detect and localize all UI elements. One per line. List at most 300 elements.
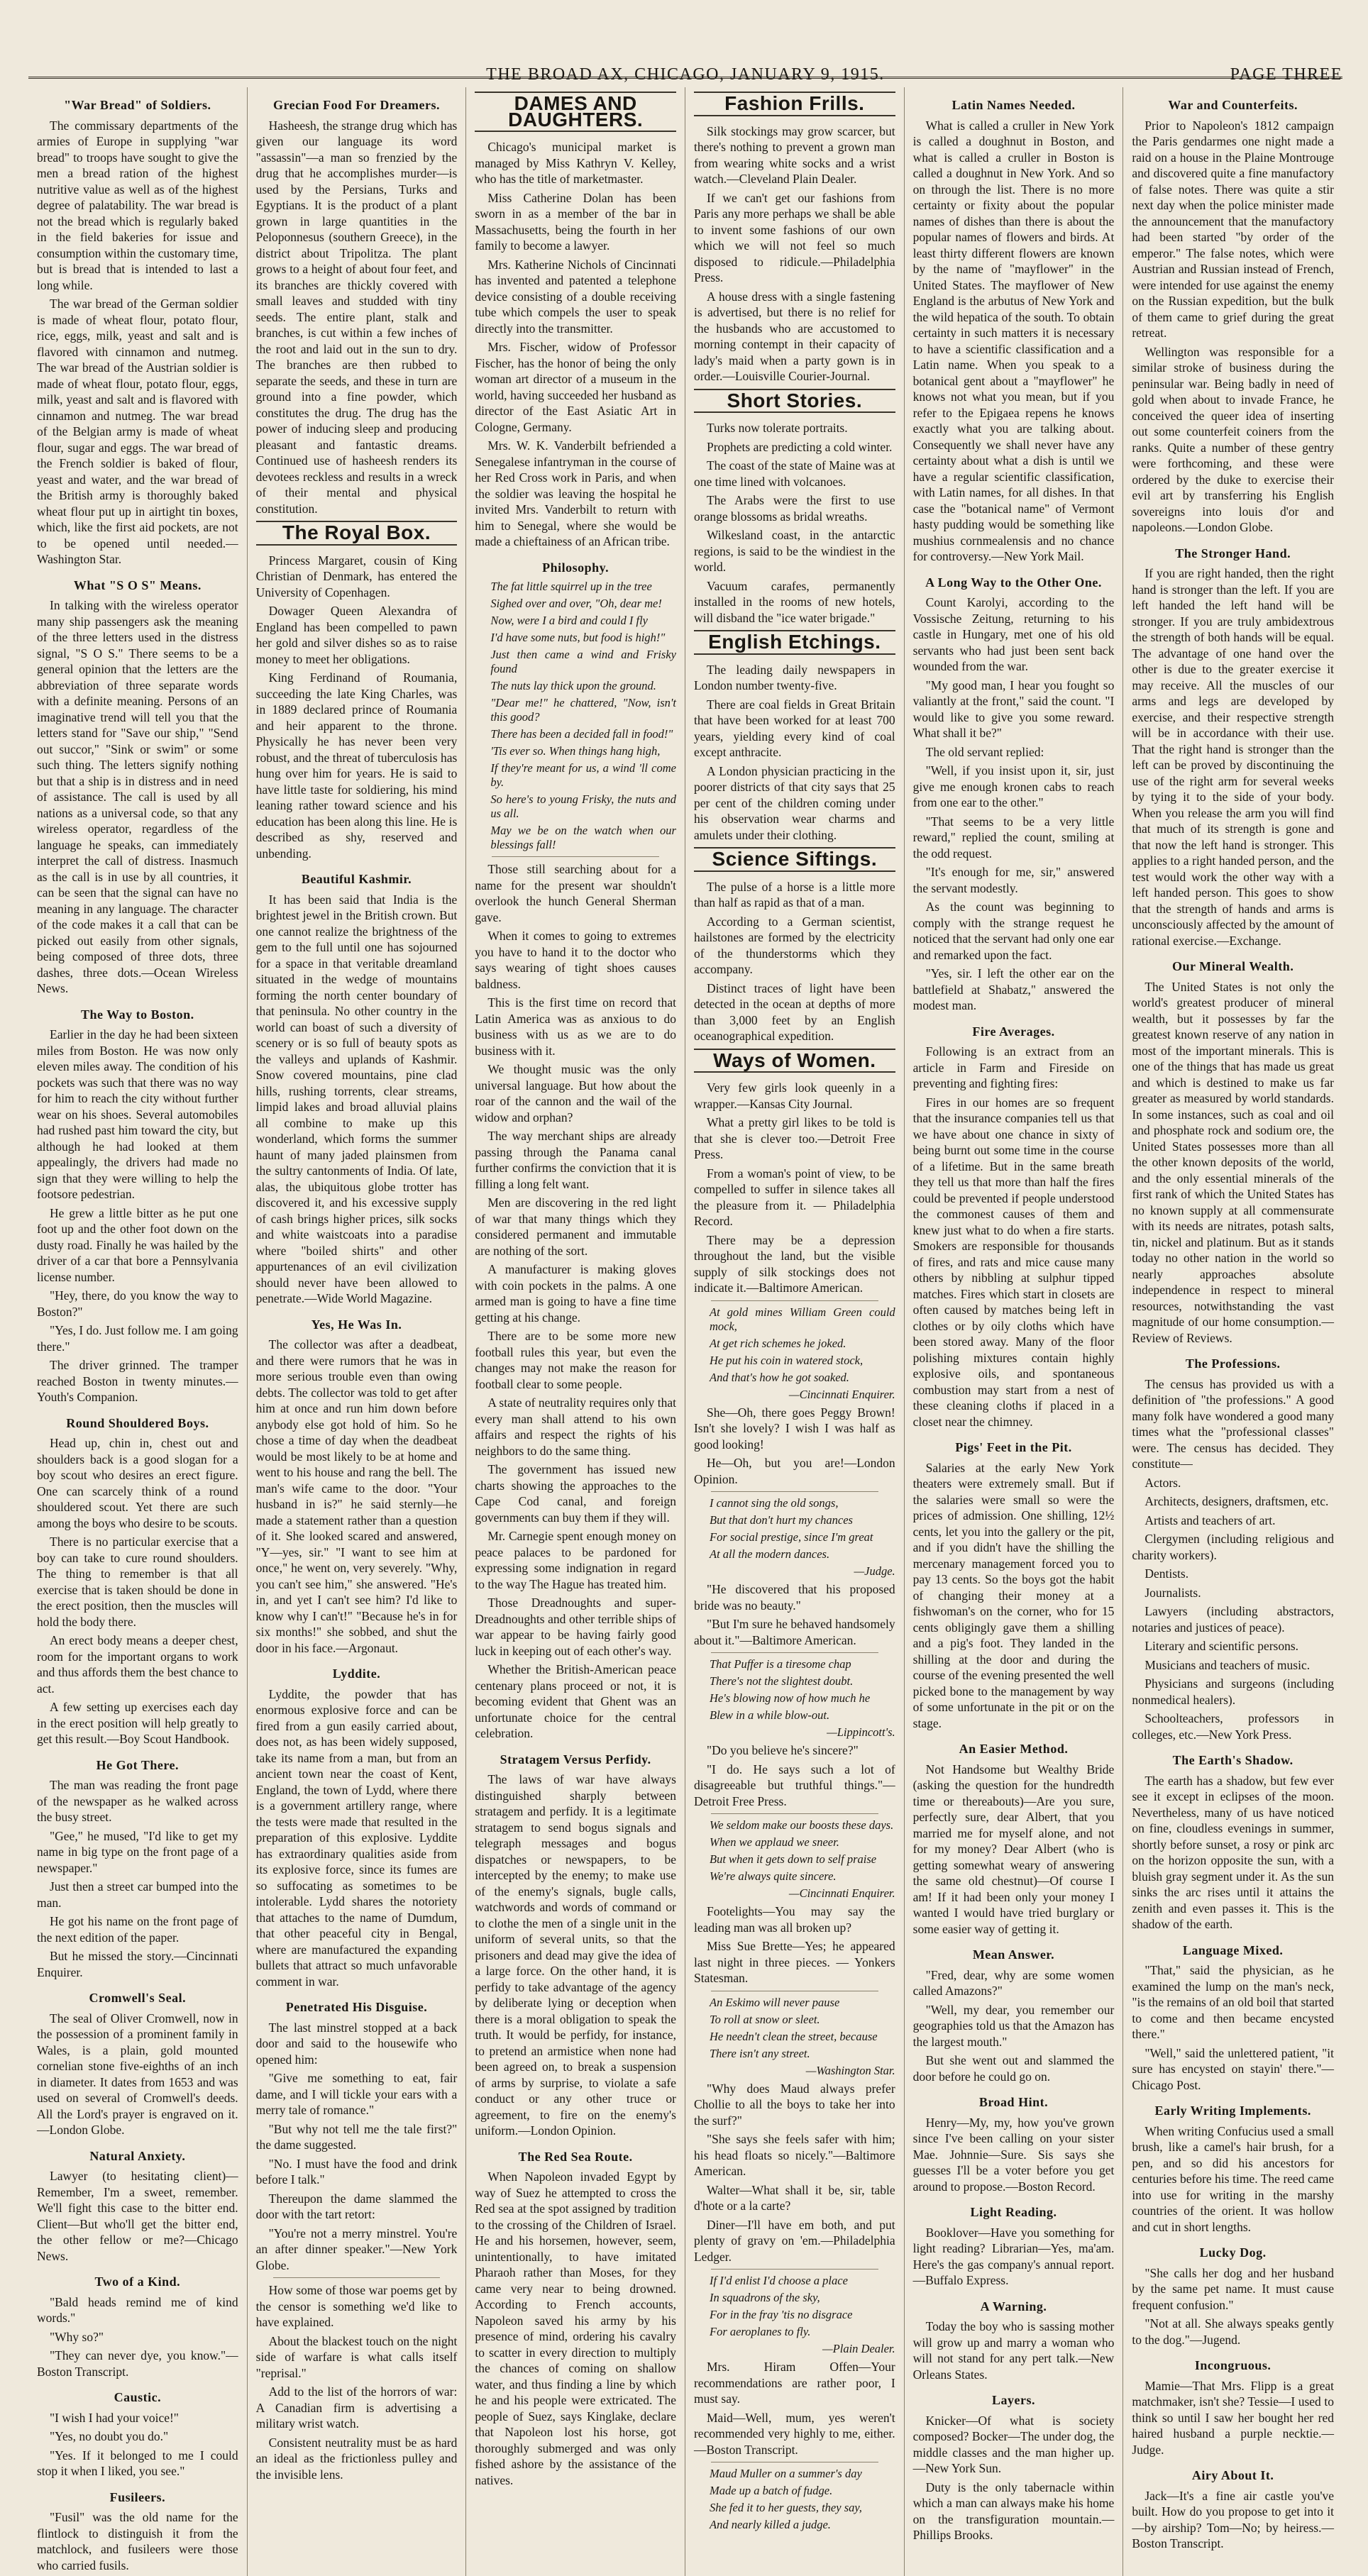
verse-line: At gold mines William Green could mock, [709,1305,895,1333]
article [694,2269,895,2458]
article [37,577,238,997]
article-paragraph: The leading daily newspapers in London number twenty-five. [693,662,895,692]
article [37,2489,238,2574]
article-title: Stratagem Versus Perfidy. [500,1752,651,1767]
verse-line: There has been a decided fall in food!" [490,727,673,741]
verse-line: That Puffer is a tiresome chap [709,1657,851,1671]
article-title: Philosophy. [542,560,609,575]
article-title: Our Mineral Wealth. [1171,959,1294,973]
article-paragraph: Booklover—Have you something for light reading? Librarian—Yes, ma'am. Here's the gas company's annual report.—Buffalo Express. [912,2225,1115,2287]
article-paragraph: What a pretty girl likes to be told is that she is clever too.—Detroit Free Press. [693,1115,895,1161]
verse-line: —Judge. [854,1564,895,1578]
verse-line: Sighed over and over, "Oh, dear me! [490,597,662,610]
article-paragraph: "I wish I had your voice!" [50,2410,179,2425]
article-paragraph: The United States is not only the world's greatest producer of mineral wealth, but it possesses by far the greatest known reserve of any nation in most of the important minerals. This is one of the things that has made us great and which is destined to make us far greater as measured by world standards. In some instances, such as coal and oil and phosphate rock and sodium ore, the United States possesses more than all the other known deposits of the world, and the only essential minerals of the first rank of which the United States has no known supply at all commensurate with its needs are nitrates, potash salts, tin, nickel and platinum. But as it stands today no other nation in the world so nearly approaches absolute independence in respect to mineral resources, notwithstanding the vast magnitude of our home consumption.—Review of Reviews. [1132,979,1334,1345]
article [694,92,895,385]
article-title: Short Stories. [694,389,895,414]
article-paragraph: Prophets are predicting a cold winter. [706,439,893,454]
article-paragraph: About the blackest touch on the night side of warfare is what calls itself "reprisal." [255,2333,458,2380]
article-paragraph: Miss Sue Brette—Yes; he appeared last night in three pieces. — Yonkers Statesman. [693,1939,895,1985]
article-paragraph: Mr. Carnegie spent enough money on peace palaces to be pardoned for expressing some indignation in regard to the way The Hague has treated him. [475,1529,676,1591]
article [1132,1752,1334,1933]
article [256,521,458,861]
verse-line: I cannot sing the old songs, [709,1496,839,1510]
verse-line: She fed it to her guests, they say, [709,2501,862,2514]
verse-line: And nearly killed a judge. [709,2518,831,2531]
article [37,1757,238,1981]
article-paragraph: "It's enough for me, sir," answered the servant modestly. [912,865,1115,895]
verse-line: May we be on the watch when our blessings fall! [490,824,676,851]
article-paragraph: "Give me something to eat, fair dame, and I will tickle your ears with a merry tale of romance." [255,2071,458,2117]
article [256,1666,458,1989]
article [1132,958,1334,1346]
page-header-title: THE BROAD AX, CHICAGO, JANUARY 9, 1915. [486,65,885,84]
verse-line: In squadrons of the sky, [709,2291,820,2304]
article-paragraph: "Yes. If it belonged to me I could stop it when I liked, you see." [37,2448,238,2478]
article-paragraph: The man was reading the front page of the newspaper as he walked across the busy street. [37,1778,238,1824]
article [694,630,895,843]
verse-line: If I'd enlist I'd choose a place [709,2274,848,2287]
article-title: Latin Names Needed. [951,98,1076,112]
column-3 [466,87,685,2576]
article-paragraph: Princess Margaret, cousin of King Christian of Denmark, has entered the University of Copenhagen. [255,553,458,599]
verse-line: An Eskimo will never pause [709,1995,840,2009]
article [913,97,1115,565]
verse-line: "Dear me!" he chattered, "Now, isn't this good? [490,696,676,724]
article-title: Mean Answer. [972,1947,1055,1962]
article-paragraph: A London physician practicing in the poorer districts of that city says that 25 per cent of the children coming under his observation wear charms and amulets under their clothing. [693,763,895,842]
article [1132,2103,1334,2235]
article-title: War and Counterfeits. [1168,98,1298,112]
verse-line: To roll at snow or sleet. [709,2012,820,2026]
verse-line: When we applaud we sneer. [709,1835,839,1849]
article [694,1300,895,1488]
article-paragraph: Prior to Napoleon's 1812 campaign the Paris gendarmes one night made a raid on a house in the Plaine Montrouge and discovered quite a fine manufactory of false notes. There was quite a stir next day when the police minister made the announcement that the manufactory had been started "by order of the emperor." The false notes, which were Austrian and Russian instead of French, were intended for use against the enemy on the Russian expedition, but the bulk of them came to grief during the great retreat. [1132,118,1334,340]
article [1132,1356,1334,1742]
article [913,575,1115,1014]
article [694,1652,895,1809]
article-paragraph: "Well, my dear, you remember our geographies told us that the Amazon has the largest mouth." [912,2002,1115,2049]
article-title: Two of a Kind. [94,2274,181,2289]
article-title: English Etchings. [694,630,895,655]
article-paragraph: When it comes to going to extremes you have to hand it to the doctor who says wearing of tight shoes causes baldness. [475,929,676,991]
verse-line: Maud Muller on a summer's day [709,2467,862,2480]
article-title: Grecian Food For Dreamers. [273,98,440,112]
verse-line: There isn't any street. [709,2046,810,2060]
article-paragraph: Mamie—That Mrs. Flipp is a great matchmaker, isn't she? Tessie—I used to think so until I saw her bought her red haired husband a purple necktie.—Judge. [1132,2378,1334,2457]
article-paragraph: "Yes, no doubt you do." [50,2429,169,2443]
article-paragraph: Actors. [1144,1475,1181,1490]
article-paragraph: Those still searching about for a name for the present war shouldn't overlook the hunch General Sherman gave. [475,862,676,924]
column-5 [905,87,1124,2576]
article-paragraph: From a woman's point of view, to be compelled to suffer in silence takes all the pleasure from it. — Philadelphia Record. [693,1166,895,1228]
verse-line: Just then came a wind and Frisky found [490,648,676,675]
article-paragraph: Knicker—Of what is society composed? Bocker—The under dog, the middle classes and the man higher up.—New York Sun. [912,2413,1115,2475]
verse-line: For in the fray 'tis no disgrace [709,2308,853,2321]
article [694,389,895,626]
article-paragraph: Literary and scientific persons. [1144,1639,1299,1653]
article-paragraph: Thereupon the dame slammed the door with the tart retort: [255,2191,458,2221]
article-paragraph: There are to be some more new football rules this year, but even the changes may not make the reason for football clear to some people. [475,1329,676,1391]
article [913,2392,1115,2543]
article-paragraph: When writing Confucius used a small brush, like a camel's hair brush, for a pen, and so did his ancestors for centuries before his time. The reed came into use for writing in the marshy countries of the orient. It was hollow and cut in short lengths. [1132,2123,1334,2234]
article [475,1752,676,2139]
article-paragraph: The Arabs were the first to use orange blossoms as bridal wreaths. [693,493,895,524]
article-paragraph: Walter—What shall it be, sir, table d'hote or a la carte? [693,2182,895,2213]
article-title: Beautiful Kashmir. [301,872,412,886]
article-paragraph: Artists and teachers of art. [1144,1513,1276,1527]
article-title: The Red Sea Route. [518,2149,633,2164]
article-paragraph: Schoolteachers, professors in colleges, etc.—New York Press. [1132,1711,1334,1742]
article-paragraph: "I do. He says such a lot of disagreeable but truthful things."—Detroit Free Press. [693,1762,895,1808]
page-number-label: PAGE THREE [1230,65,1342,84]
article-paragraph: Very few girls look queenly in a wrapper.—Kansas City Journal. [693,1080,895,1111]
article-paragraph: Journalists. [1144,1585,1201,1600]
article [256,1317,458,1657]
article [694,1491,895,1648]
article [37,1007,238,1405]
article-paragraph: Footelights—You may say the leading man was all broken up? [693,1904,895,1935]
article-paragraph: The way merchant ships are already passing through the Panama canal further confirms the conviction that it is filling a long felt want. [475,1129,676,1191]
article [913,1741,1115,1937]
article-paragraph: Turks now tolerate portraits. [706,421,848,435]
article-paragraph: The last minstrel stopped at a back door and said to the housewife who opened him: [255,2020,458,2067]
article-paragraph: Mrs. Fischer, widow of Professor Fischer, has the honor of being the only woman art director of a museum in the world, having succeeded her husband as director of the East Asiatic Art in Cologne, Germany. [475,340,676,434]
article-paragraph: Consistent neutrality must be as hard an ideal as the frictionless pulley and the invisible lens. [255,2435,458,2482]
article [694,2462,895,2532]
article [37,1415,238,1747]
column-6 [1123,87,1342,2576]
article [1132,2467,1334,2552]
divider-rule [711,1652,878,1653]
article-paragraph: Distinct traces of light have been detected in the ocean at depths of more than 3,000 feet by an English oceanographical expedition. [693,980,895,1043]
article [913,1024,1115,1430]
article [913,1439,1115,1731]
article-title: Early Writing Implements. [1154,2104,1311,2118]
article [256,97,458,516]
verse-line: He's blowing now of how much he [709,1691,871,1705]
verse-line: —Cincinnati Enquirer. [788,1387,895,1401]
article-paragraph: This is the first time on record that Latin America was as anxious to do business with us as we are to do business with it. [475,995,676,1058]
article-title: The Royal Box. [256,521,458,546]
article-paragraph: The war bread of the German soldier is made of wheat flour, potato flour, rice, eggs, milk, yeast and salt and is flavored with cinnamon and nutmeg. The war bread of the Austrian soldier is made of wheat flour, potato flour, eggs, milk, yeast and salt and is flavored with cinnamon and nutmeg. The war bread of the Belgian army is made of wheat flour, sugar and eggs. The war bread of the French soldier is baked of flour, yeast and water, and the war bread of the British army is thoroughly baked wheat flour put up in airtight tin boxes, which, like the first aid pockets, are not to be opened until needed.—Washington Star. [37,297,238,566]
article-paragraph: The collector was after a deadbeat, and there were rumors that he was in more serious trouble even than owing debts. The collector was told to get after him at once and run him down before anybody else got hold of him. So he chose a time of day when the deadbeat would be most likely to be at home and went to his house and rang the bell. The man's wife came to the door. "Your husband in is?" he said sternly—he made a statement rather than a question of it. She looked scared and answered, "Y—yes, sir." "I want to see him at once," he went on, very severely. "Why, you can't see him," she answered. "He's in, and yet I can't see him? I'd like to know why I can't!" "Because he's in for six months!" she sobbed, and shut the door in his face.—Argonaut. [255,1337,458,1655]
article-paragraph: Musicians and teachers of music. [1144,1657,1311,1672]
article-paragraph: A state of neutrality requires only that every man shall attend to his own affairs and respect the rights of his neighbors to do the same thing. [475,1395,676,1458]
verse-line: Made up a batch of fudge. [709,2484,833,2497]
article-paragraph: The commissary departments of the armies of Europe in supplying "war bread" to troops have sought to give the men a bread ration of the highest nutritive value as well as of the highest degree of palatability. The war bread is not the bread which is regularly baked in the field bakeries for issue and consumption within the customary time, but is bread that is intended to last a long while. [37,118,238,292]
article-paragraph: Following is an extract from an article in Farm and Fireside on preventing and fighting fires: [912,1044,1115,1090]
verse-line: —Cincinnati Enquirer. [788,1886,895,1900]
article-title: A Warning. [980,2299,1047,2314]
verse-line: He needn't clean the street, because [709,2029,878,2043]
article-paragraph: "Why so?" [50,2329,104,2344]
article-paragraph: According to a German scientist, hailstones are formed by the electricity of the thunderstorms which they accompany. [693,914,895,976]
article [256,871,458,1307]
article-paragraph: Today the boy who is sassing mother will grow up and marry a woman who will not stand for any pert talk.—New Orleans States. [912,2319,1115,2382]
article-paragraph: Lawyer (to hesitating client)—Remember, I'm a sweet, remember. We'll fight this case to the bitter end. Client—But who'll get the bitter end, the other fellow or me?—Chicago News. [37,2169,238,2263]
article-paragraph: It has been said that India is the brightest jewel in the British crown. But one cannot realize the brightness of the gem to the full until one has sojourned for a space in that veritable dreamland situated in the wedge of mountains forming the north center boundary of that peninsula. No other country in the world can boast of such a diversity of scenery or is so full of beauty spots as the valleys and uplands of Kashmir. Snow covered mountains, pine clad hills, rushing torrents, clear streams, limpid lakes and broad alluvial plains all combine to make up this wonderland, which forms the summer haunt of many jaded plainsmen from the sultry cantonments of India. Of late, alas, the ubiquitous globe trotter has discovered it, and his excessive supply of cash brings higher prices, silk socks and white waistcoats into a paradise where "boiled shirts" and other appurtenances of an evil civilization should never have been allowed to penetrate.—Wide World Magazine. [255,892,458,1305]
divider-rule [273,2277,441,2278]
verse-line: For social prestige, since I'm great [709,1530,873,1544]
article [694,1991,895,2265]
article-paragraph: There are coal fields in Great Britain that have been worked for at least 700 years, yielding every kind of coal except anthracite. [693,697,895,759]
article [37,2148,238,2265]
verse-line: But when it gets down to self praise [709,1852,877,1866]
article-paragraph: Mrs. Katherine Nichols of Cincinnati has invented and patented a telephone device consisting of a double receiving tube which compels the user to speak directly into the transmitter. [475,257,676,336]
article-paragraph: If you are right handed, then the right hand is stronger than the left. If you are left handed the left hand will be stronger. If you are truly ambidextrous the strength of both hands will be equal. The advantage of one hand over the other is due to the greater exercise it may receive. All the muscles of our arms and legs are developed by exercise, and their respective strength will be in accordance with their use. That the right hand is stronger than the left can be proved by discontinuing the use of the right arm for several weeks by tying it to the side of your body. When you release the arm you will find that much of its strength is gone and that now the left hand is stronger. This applies to a right handed person, and the test would work the other way with a left handed person. This goes to show that the strength of hands and arms is unconsciously affected by the amount of rational exercise.—Exchange. [1132,566,1334,948]
article-title: The Professions. [1185,1356,1281,1371]
article-paragraph: Add to the list of the horrors of war: A Canadian firm is advertising a military wrist watch. [255,2384,458,2431]
verse-line: So here's to young Frisky, the nuts and us all. [490,792,676,820]
article-title: An Easier Method. [959,1742,1069,1756]
article-title: What "S O S" Means. [73,577,202,592]
article-paragraph: Earlier in the day he had been sixteen miles from Boston. He was now only eleven miles away. The condition of his pockets was such that there was no way for him to reach the city without further wear on his shoes. Several automobiles had rushed past him toward the city, but although he had looked at them appealingly, the drivers had made no sign that they were willing to help the footsore pedestrian. [37,1027,238,1201]
article [37,1990,238,2138]
article-paragraph: How some of those war poems get by the censor is something we'd like to have explained. [255,2283,458,2329]
article-paragraph: "My good man, I hear you fought so valiantly at the front," said the count. "I would like to give you some reward. What shall it be?" [912,678,1115,740]
article-paragraph: The old servant replied: [925,744,1044,759]
newspaper-columns [28,87,1342,2572]
article-paragraph: But she went out and slammed the door before he could go on. [912,2053,1115,2084]
article-paragraph: A manufacturer is making gloves with coin pockets in the palms. A one armed man is going to have a fine time getting at his change. [475,1262,676,1325]
divider-rule [711,2269,878,2270]
article-paragraph: The driver grinned. The tramper reached Boston in twenty minutes.—Youth's Companion. [37,1358,238,1404]
article-paragraph: "Fusil" was the old name for the flintlock to distinguish it from the matchlock, and fusileers were those who carried fusils. [37,2510,238,2572]
article-paragraph: "She calls her dog and her husband by the same pet name. It must cause frequent confusion." [1132,2265,1334,2312]
divider-rule [711,1491,878,1492]
column-2 [248,87,467,2576]
article-paragraph: But he missed the story.—Cincinnati Enquirer. [37,1949,238,1979]
article-paragraph: The seal of Oliver Cromwell, now in the possession of a prominent family in Wales, is a plain, gold mounted cornelian stone five-eighths of an inch in diameter. It dates from 1653 and was used on several of Cromwell's deeds. All the Lord's prayer is engraved on it.—London Globe. [37,2011,238,2137]
verse-line: Now, were I a bird and could I fly [490,614,648,627]
verse-line: We're always quite sincere. [709,1869,837,1883]
article-title: Language Mixed. [1182,1942,1284,1957]
article-paragraph: Hasheesh, the strange drug which has given our language its word "assassin"—a man so frenzied by the drug that he accomplishes murder—is used by the Persians, Turks and Egyptians. It is the product of a plant grown in large quantities in the Peloponnesus (southern Greece), in the district about Tripolitza. The plant grows to a height of about four feet, and its branches are thickly covered with small leaves and studded with tiny seeds. The entire plant, stalk and branches, is cut within a few inches of the root and laid out in the sun to dry. The branches are then rubbed to separate the seeds, and these in turn are ground into a fine powder, which constitutes the drug. The drug has the power of inducing sleep and producing pleasant and fantastic dreams. Continued use of hasheesh renders its devotees reckless and results in a wreck of their mental and physical constitution. [255,118,458,516]
article-paragraph: There may be a depression throughout the land, but the visible supply of silk stockings does not indicate it.—Baltimore American. [693,1232,895,1295]
article [475,856,676,1742]
article-paragraph: "You're not a merry minstrel. You're an after dinner speaker."—New York Globe. [255,2226,458,2272]
article-paragraph: The coast of the state of Maine was at one time lined with volcanoes. [693,458,895,489]
article [913,2094,1115,2194]
article-title: DAMES AND DAUGHTERS. [475,92,676,132]
article-paragraph: Not Handsome but Wealthy Bride (asking the question for the hundredth time or thereabouts)—Are you sure, perfectly sure, dear Albert, that you married me for myself alone, and not for my money? Dear Albert (who is getting somewhat weary of answering the same old chestnut)—Of course I am! If it had been only your money I wanted I would have tried burglary or some easier way of getting it. [912,1762,1115,1936]
article-title: He Got There. [96,1757,179,1772]
verse-line: The nuts lay thick upon the ground. [490,679,656,692]
article-title: Lyddite. [332,1666,381,1681]
article-title: Round Shouldered Boys. [66,1415,209,1430]
article-paragraph: "She says she feels safer with him; his head floats so nicely."—Baltimore American. [693,2132,895,2178]
article-paragraph: There is no particular exercise that a boy can take to cure round shoulders. The thing to remember is that all exercise that is taken should be done in the erect position, then the muscles will hold the body there. [37,1535,238,1629]
article [913,1947,1115,2084]
article-paragraph: Lawyers (including abstractors, notaries and justices of peace). [1132,1604,1334,1635]
article-title: Airy About It. [1191,2468,1274,2482]
article-title: Pigs' Feet in the Pit. [955,1440,1072,1454]
article [475,2149,676,2489]
article-title: Fashion Frills. [694,92,895,116]
article-paragraph: He—Oh, but you are!—London Opinion. [693,1456,895,1486]
article-title: The Earth's Shadow. [1172,1753,1293,1767]
article-paragraph: "Why does Maud always prefer Chollie to all the boys to take her into the surf?" [693,2081,895,2128]
article-paragraph: "Hey, there, do you know the way to Boston?" [37,1288,238,1319]
article-title: Yes, He Was In. [311,1317,402,1332]
article-title: Penetrated His Disguise. [285,2000,428,2014]
verse-line: At all the modern dances. [709,1547,830,1561]
article [694,847,895,1044]
article-title: "War Bread" of Soldiers. [64,98,211,112]
article-paragraph: He got his name on the front page of the next edition of the paper. [37,1914,238,1945]
article-paragraph: "That seems to be a very little reward," replied the count, smiling at the odd request. [912,814,1115,861]
article-paragraph: Vacuum carafes, permanently installed in the rooms of new hotels, will disband the "ice water brigade." [693,578,895,625]
article [37,2274,238,2379]
article-paragraph: "Well, if you insist upon it, sir, just give me enough kronen cabs to reach from one ear to the other." [912,763,1115,809]
article-paragraph: Fires in our homes are so frequent that the insurance companies tell us that we have about one chance in sixty of being burnt out some time in the course of a lifetime. But in the same breath they tell us that more than half the fires could be prevented if people understood the commonest causes of them and knew just what to do when a fire starts. Smokers are responsible for thousands of fires, and rats and mice cause many others by nibbling at sulphur tipped matches. Fires which start in closets are often caused by matches being left in clothes or by oily cloths which have been stored away. Many of the floor polishing mixtures contain highly explosive oils, and spontaneous combustion may start from a nest of these cleaning cloths if placed in a closet near the chimney. [912,1095,1115,1429]
article-paragraph: A house dress with a single fastening is advertised, but there is no relief for the husbands who are accustomed to morning contempt in their capacity of lady's maid when a party gown is in order.—Louisville Courier-Journal. [693,289,895,383]
verse-line: —Lippincott's. [827,1725,895,1739]
article-paragraph: The census has provided us with a definition of "the professions." A good many folk have wondered a good many times what the "professional classes" were. The census has decided. They constitute— [1132,1376,1334,1471]
verse-line: We seldom make our boosts these days. [709,1818,894,1832]
divider-rule [492,856,659,857]
article-paragraph: "But why not tell me the tale first?" the dame suggested. [255,2121,458,2152]
article-paragraph: In talking with the wireless operator many ship passengers ask the meaning of the three letters used in the distress signal, "S O S." There seems to be a general opinion that the letters are the abbreviation of three separate words with a definite meaning. Persons of an imaginative trend will tell you that the letters stand for "Save our ship," "Send out succor," "Sink or swim" or some such thing. The letters signify nothing but that a ship is in distress and in need of assistance. The call is used by all nations as a universal code, so that any wireless operator, regardless of the language he speaks, can immediately interpret the call of distress. Inasmuch as the call is in use by all countries, it can be seen that the signal can have no meaning in any language. The character of the code makes it a call that can be picked out easily from other signals, being composed of three dots, three dashes, three dots.—Ocean Wireless News. [37,598,238,995]
article-paragraph: Physicians and surgeons (including nonmedical healers). [1132,1676,1334,1707]
article-title: Ways of Women. [694,1049,895,1073]
article-paragraph: "Fred, dear, why are some women called Amazons?" [912,1967,1115,1998]
article-title: Light Reading. [970,2205,1057,2219]
article-title: Science Siftings. [694,847,895,872]
article [256,1999,458,2273]
verse-line: But that don't hurt my chances [709,1513,853,1527]
article [475,92,676,550]
article-paragraph: The pulse of a horse is a little more than half as rapid as that of a man. [693,879,895,910]
article-paragraph: "Not at all. She always speaks gently to the dog."—Jugend. [1132,2316,1334,2347]
article-paragraph: Clergymen (including religious and charity workers). [1132,1532,1334,1562]
verse-line: For aeroplanes to fly. [709,2325,811,2338]
article-paragraph: When Napoleon invaded Egypt by way of Suez he attempted to cross the Red sea at the spot assigned by tradition to the crossing of the Children of Israel. He and his horsemen, however, seem, unintentionally, to have imitated Pharaoh rather than Moses, for they came very near to being drowned. According to French accounts, Napoleon saved his army by his presence of mind, ordering his cavalry to scatter in every direction to multiply the chances of coming on shallow water, and thus finding a line by which he and his people were extricated. The people of Suez, says Kinglake, declare that Napoleon lost his horse, got thoroughly submerged and was only fished ashore by the assistance of the natives. [475,2169,676,2487]
column-1 [28,87,248,2576]
article-paragraph: Chicago's municipal market is managed by Miss Kathryn V. Kelley, who has the title of marketmaster. [475,140,676,186]
article-paragraph: "Gee," he mused, "I'd like to get my name in big type on the front page of a newspaper." [37,1828,238,1875]
article [475,560,676,853]
article-title: The Way to Boston. [80,1007,194,1022]
article-paragraph: "Bald heads remind me of kind words." [37,2294,238,2325]
divider-rule [711,1300,878,1301]
verse-line: Blew in a while blow-out. [709,1708,830,1722]
article-title: Cromwell's Seal. [89,1991,187,2005]
article-paragraph: "Well," said the unlettered patient, "it sure has encysted on stayin' there."—Chicago Post. [1132,2045,1334,2092]
article-paragraph: Just then a street car bumped into the man. [37,1879,238,1910]
article-title: Lucky Dog. [1199,2245,1267,2260]
article-paragraph: Count Karolyi, according to the Vossische Zeitung, returning to his castle in Hungary, met one of his old servants who had just been sent back wounded from the war. [912,595,1115,673]
verse-line: The fat little squirrel up in the tree [490,580,652,593]
article-paragraph: Those Dreadnoughts and super-Dreadnoughts and other terrible ships of war appear to be having fairly good luck in keeping out of each other's way. [475,1596,676,1658]
article-paragraph: Diner—I'll have em both, and put plenty of gravy on 'em.—Philadelphia Ledger. [693,2217,895,2264]
article-title: Caustic. [114,2390,162,2404]
article-paragraph: If we can't get our fashions from Paris any more perhaps we shall be able to invent some fashions of our own which we will not feel so much disposed to ridicule.—Philadelphia Press. [693,190,895,284]
article-paragraph: Wellington was responsible for a similar stroke of business during the peninsular war. Being badly in need of gold when about to invade France, he conceived the queer idea of inserting out some counterfeit coiners from the ranks. Quite a number of these gentry were forthcoming, and these were ordered by the duke to exercise their evil art by transferring his English sovereigns into louis d'or and napoleons.—London Globe. [1132,344,1334,534]
article-paragraph: Salaries at the early New York theaters were extremely small. But if the salaries were small so were the prices of admission. One shilling, 12½ cents, let you into the gallery or the pit, and if you didn't have the shilling the mercenary management forced you to pay 13 cents. So the boys got the habit of changing their money at a fishwoman's on the corner, who for 15 cents obligingly gave them a shilling and a pig's foot. They landed in the shilling at the door and during the course of the evening presented the well picked bone to the management by way of some unfortunate in the pit or on the stage. [912,1460,1115,1730]
article-paragraph: Dentists. [1144,1566,1189,1581]
article [1132,546,1334,949]
article-paragraph: Whether the British-American peace centenary plans proceed or not, it is becoming evident that Ghent was an unfortunate choice for the central celebration. [475,1662,676,1740]
article-paragraph: "He discovered that his proposed bride was no beauty." [693,1582,895,1613]
article-paragraph: Maid—Well, mum, yes weren't recommended very highly to me, either.—Boston Transcript. [693,2410,895,2457]
article-paragraph: The earth has a shadow, but few ever see it except in eclipses of the moon. Nevertheless, many of us have noticed on fine, cloudless evenings in summer, shortly before sunset, a rosy or pink arc on the horizon opposite the sun, with a bluish gray segment under it. As the sun sinks the arc rises until it attains the zenith and even passes it. This is the shadow of the earth. [1132,1773,1334,1931]
article-paragraph: "That," said the physician, as he examined the lump on the man's neck, "is the remains of an old boil that started to come and then became encysted there." [1132,1963,1334,2041]
article [1132,2245,1334,2348]
article-paragraph: We thought music was the only universal language. But how about the roar of the cannon and the wail of the widow and orphan? [475,1062,676,1124]
article [913,2299,1115,2383]
article-paragraph: He grew a little bitter as he put one foot up and the other foot down on the dusty road. Finally he was hailed by the driver of a car that bore a Pennsylvania license number. [37,1205,238,1284]
article-paragraph: Silk stockings may grow scarcer, but there's nothing to prevent a grown man from wearing white socks and a wrist watch.—Cleveland Plain Dealer. [693,123,895,186]
article-paragraph: Head up, chin in, chest out and shoulders back is a good slogan for a boy scout who desires an erect figure. One can scarcely think of a round shouldered scout. Yet there are such among the boys who desire to be scouts. [37,1436,238,1530]
article-paragraph: Mrs. Hiram Offen—Your recommendations are rather poor, I must say. [693,2360,895,2406]
article-paragraph: The government has issued new charts showing the approaches to the Cape Cod canal, and foreign governments can buy them if they will. [475,1462,676,1525]
article [694,1813,895,1986]
article-title: Incongruous. [1194,2358,1272,2372]
article-paragraph: Architects, designers, draftsmen, etc. [1144,1494,1329,1508]
article-paragraph: The laws of war have always distinguished sharply between stratagem and perfidy. It is a legitimate stratagem to send bogus signals and telegraph messages and bogus dispatches or newspapers, to be intercepted by the enemy; to make use of the enemy's signals, bugle calls, watchwords and words of command or to clothe the men of a single unit in the uniform of several units, so that the prisoners and dead may give the idea of a large force. On the other hand, it is perfidy to take advantage of the agency by deliberate lying or deception when there is a moral obligation to speak the truth. It would be perfidy, for instance, to pretend an armistice when none had been agreed on, to break a suspension of arms by surprise, to violate a safe conduct or any other truce or agreement, to fire on the enemy's uniform.—London Opinion. [475,1772,676,2138]
verse-line: There's not the slightest doubt. [709,1674,854,1688]
article-paragraph: King Ferdinand of Roumania, succeeding the late King Charles, was in 1889 declared prince of Roumania and heir apparent to the throne. Physically he has never been very robust, and the threat of tuberculosis has hung over him for years. He is said to have little taste for soldiering, his mind leaning rather toward science and his education has been along this line. He is described as shy, reserved and unbending. [255,670,458,861]
article-title: Broad Hint. [978,2095,1049,2109]
article-paragraph: Wilkesland coast, in the antarctic regions, is said to be the windiest in the world. [693,528,895,574]
article [37,97,238,568]
article [37,2389,238,2480]
article [1132,97,1334,536]
verse-line: —Plain Dealer. [822,2342,895,2355]
divider-rule [711,1813,878,1814]
verse-line: He put his coin in watered stock, [709,1353,864,1367]
article-paragraph: Dowager Queen Alexandra of England has been compelled to pawn her gold and silver dishes so as to raise money to meet her obligations. [255,604,458,666]
article-paragraph: Henry—My, my, how you've grown since I've been calling on your sister Mae. Johnnie—Sure. Sis says she guesses I'll be a voter before you get around to propose.—Boston Record. [912,2115,1115,2194]
article-paragraph: "But I'm sure he behaved handsomely about it."—Baltimore American. [693,1617,895,1647]
article-paragraph: An erect body means a deeper chest, room for the important organs to work and thus affords them the best chance to act. [37,1633,238,1696]
article-paragraph: "No. I must have the food and drink before I talk." [255,2156,458,2187]
verse-line: If they're meant for us, a wind 'll come by. [490,761,676,789]
article-paragraph: What is called a cruller in New York is called a doughnut in Boston, and what is called a cruller in Boston is called a doughnut in New York. And so on through the list. There is no more certainty or fixity about the popular names of dishes than there is about the popular names of flowers and birds. At least thirty different flowers are known by the name of "mayflower" in the United States. The mayflower of New England is the arbutus of New York and the wild hepatica of the south. To obtain certainty in such matters it is necessary to have a scientific classification and a Latin name. When you speak to a botanical gent about a "mayflower" he knows not what you mean, but if you refer to the Epigaea repens he knows exactly what you are talking about. Consequently we shall never have any certainty about what a dish is until we have a regular scientific classification, with Latin names, for all dishes. In that case the "botanical name" of Vermont hasty pudding would be something like mushius cornmealensis and no chance for controversy.—New York Mail. [912,118,1115,563]
article-title: A Long Way to the Other One. [925,575,1102,590]
article-paragraph: Lyddite, the powder that has enormous explosive force and can be fired from a gun easily carried about, does not, as has been widely supposed, take its name from a man, but from an ancient town near the coast of Kent, England, the town of Lydd, where there is a government artillery range, where the tests were made that resulted in the preparation of this explosive. Lyddite has extraordinary qualities aside from its explosive force, since its fumes are so suffocating as sometimes to be intolerable. Lydd shares the notoriety that attaches to the name of Dumdum, that other peaceful city in Bengal, where are manufactured the expanding bullets that attract so much unfavorable comment in war. [255,1686,458,1989]
article-title: Layers. [991,2393,1035,2407]
article-paragraph: Jack—It's a fine air castle you've built. How do you propose to get into it—by airship? Tom—No; by heiress.—Boston Transcript. [1132,2488,1334,2550]
article-paragraph: Men are discovering in the red light of war that many things which they considered permanent and immutable are nothing of the sort. [475,1195,676,1258]
verse-line: And that's how he got soaked. [709,1370,849,1384]
article-paragraph: "They can never dye, you know."—Boston Transcript. [37,2348,238,2379]
article-paragraph: She—Oh, there goes Peggy Brown! Isn't she lovely? I wish I was half as good looking! [693,1405,895,1452]
article-paragraph: "Do you believe he's sincere?" [706,1743,859,1757]
article-paragraph: Miss Catherine Dolan has been sworn in as a member of the bar in Massachusetts, being the fourth in her family to become a lawyer. [475,190,676,253]
article-paragraph: Duty is the only tabernacle within which a man can always make his home on the transfiguration mountain.—Phillips Brooks. [912,2480,1115,2542]
article-paragraph: As the count was beginning to comply with the strange request he noticed that the servant had only one ear and remarked upon the fact. [912,900,1115,962]
article [694,1049,895,1296]
masthead [28,0,1342,84]
article [1132,1942,1334,2094]
article-paragraph: "Yes, sir. I left the other ear on the battlefield at Shabatz," answered the modest man. [912,966,1115,1012]
verse-line: 'Tis ever so. When things hang high, [490,744,661,758]
article [913,2204,1115,2289]
verse-line: I'd have some nuts, but food is high!" [490,631,666,644]
article [256,2277,458,2482]
article-paragraph: Mrs. W. K. Vanderbilt befriended a Senegalese infantryman in the course of her Red Cross work in Paris, and when the soldier was leaving the hospital he invited Mrs. Vanderbilt to return with him to Senegal, where she would be made a chieftainess of an African tribe. [475,438,676,548]
article-title: Fusileers. [109,2489,166,2504]
article-paragraph: "Yes, I do. Just follow me. I am going there." [37,1323,238,1354]
article-title: Natural Anxiety. [89,2148,186,2163]
verse-line: At get rich schemes he joked. [709,1336,846,1350]
article-title: Fire Averages. [972,1024,1055,1039]
article [1132,2357,1334,2458]
verse-line: —Washington Star. [805,2063,895,2077]
